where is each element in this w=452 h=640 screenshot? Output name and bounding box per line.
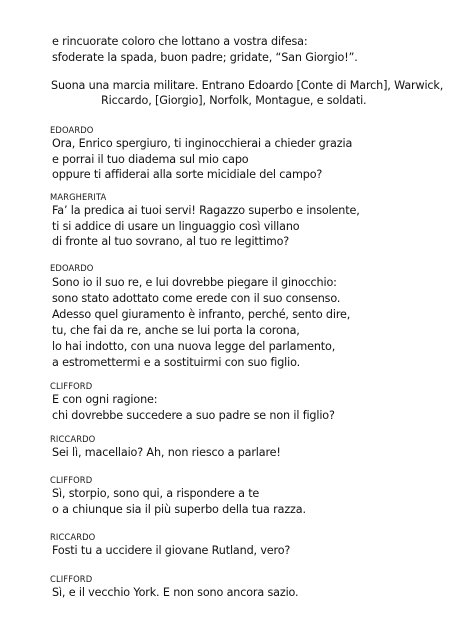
speaker-name: CLIFFORD — [50, 475, 93, 485]
verse-line: sfoderate la spada, buon padre; gridate, “San Giorgio!”. — [52, 51, 358, 64]
verse-line: Sei lì, macellaio? Ah, non riesco a parlare! — [52, 446, 281, 459]
speaker-name: RICCARDO — [50, 532, 96, 542]
stage-direction-line: Suona una marcia militare. Entrano Edoardo [Conte di March], Warwick, — [51, 79, 444, 92]
verse-line: lo hai indotto, con una nuova legge del parlamento, — [52, 340, 336, 353]
verse-line: E con ogni ragione: — [52, 393, 158, 406]
verse-line: sono stato adottato come erede con il suo consenso. — [52, 292, 341, 305]
speaker-name: MARGHERITA — [50, 192, 107, 202]
verse-line: a estromettermi e a sostituirmi con suo figlio. — [52, 356, 300, 369]
verse-line: Adesso quel giuramento è infranto, perché, sento dire, — [52, 308, 351, 321]
verse-line: Sono io il suo re, e lui dovrebbe piegare il ginocchio: — [52, 276, 337, 289]
speaker-name: CLIFFORD — [50, 574, 93, 584]
verse-line: o a chiunque sia il più superbo della tua razza. — [52, 503, 306, 516]
speaker-name: EDOARDO — [50, 263, 94, 273]
speaker-name: EDOARDO — [50, 125, 94, 135]
verse-line: Sì, e il vecchio York. E non sono ancora sazio. — [52, 586, 299, 599]
verse-line: Fa’ la predica ai tuoi servi! Ragazzo superbo e insolente, — [52, 204, 360, 217]
verse-line: ti si addice di usare un linguaggio così villano — [52, 220, 300, 233]
verse-line: oppure ti affiderai alla sorte micidiale del campo? — [52, 168, 323, 181]
verse-line: di fronte al tuo sovrano, al tuo re legittimo? — [52, 235, 290, 248]
speaker-name: RICCARDO — [50, 434, 96, 444]
verse-line: Ora, Enrico spergiuro, ti inginocchierai a chieder grazia — [52, 137, 353, 150]
speaker-name: CLIFFORD — [50, 381, 93, 391]
verse-line: Fosti tu a uccidere il giovane Rutland, vero? — [52, 544, 291, 557]
verse-line: tu, che fai da re, anche se lui porta la corona, — [52, 324, 300, 337]
verse-line: e porrai il tuo diadema sul mio capo — [52, 153, 249, 166]
verse-line: chi dovrebbe succedere a suo padre se non il figlio? — [52, 409, 335, 422]
stage-direction-line: Riccardo, [Giorgio], Norfolk, Montague, e soldati. — [101, 94, 367, 107]
verse-line: e rincuorate coloro che lottano a vostra difesa: — [52, 35, 308, 48]
verse-line: Sì, storpio, sono qui, a rispondere a te — [52, 487, 260, 500]
